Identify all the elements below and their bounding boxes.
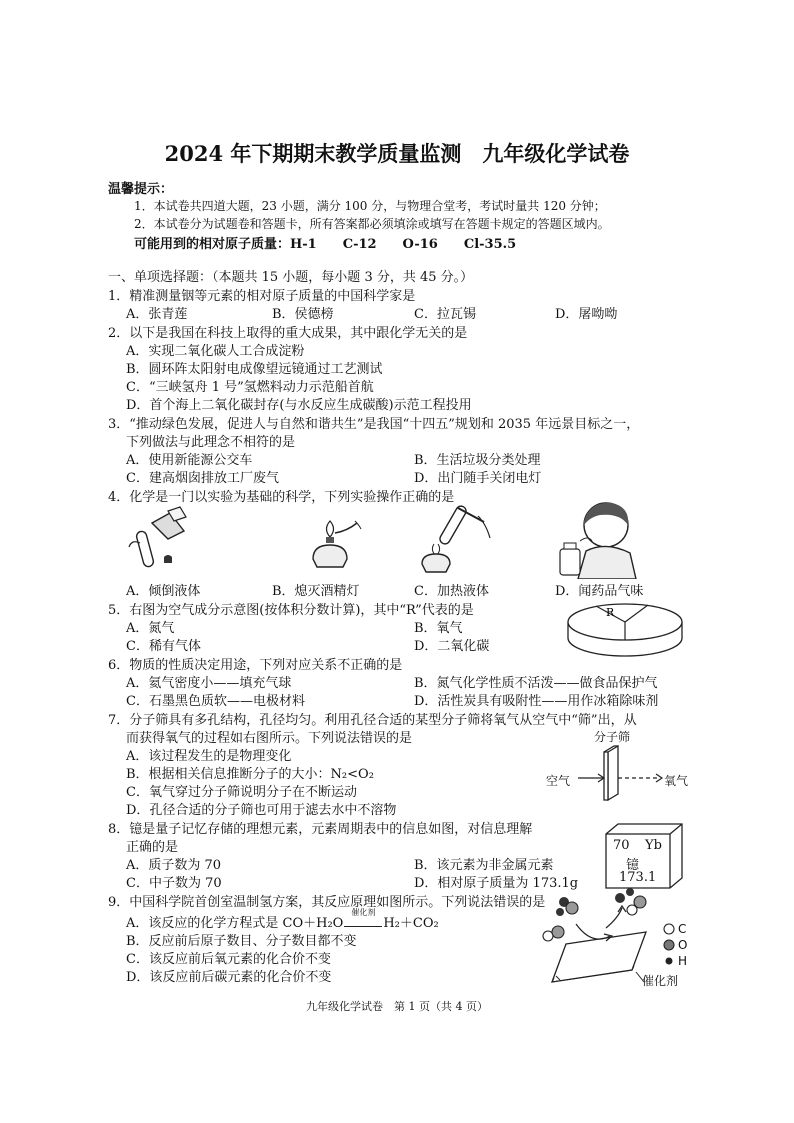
q9-option-a [126, 908, 439, 931]
element-name: 镱 [626, 858, 640, 873]
catalyst-condition: 催化剂 [351, 908, 376, 917]
q3-option-d: D．出门随手关闭电灯 [414, 471, 542, 486]
q3-stem-line-2: 下列做法与此理念不相符的是 [126, 435, 296, 450]
q1-option-d: D．屠呦呦 [555, 307, 618, 322]
legend-oxygen: O [678, 938, 688, 952]
page-title: 2024 年下期期末教学质量监测 九年级化学试卷 [164, 141, 630, 166]
q2-option-b: B．圆环阵太阳射电成像望远镜通过工艺测试 [126, 362, 383, 377]
q3-stem-line-1: 3．“推动绿色发展，促进人与自然和谐共生”是我国“十四五”规划和 2035 年远景目标之一， [108, 417, 640, 432]
q7-option-d: D．孔径合适的分子筛也可用于滤去水中不溶物 [126, 803, 397, 818]
q6-option-a: A．氦气密度小——填充气球 [126, 676, 292, 691]
oxygen-label: 氧气 [664, 774, 689, 788]
q5-option-d: D．二氧化碳 [414, 639, 490, 654]
q3-option-a: A．使用新能源公交车 [126, 453, 253, 468]
q4-option-d: D．闻药品气味 [555, 584, 644, 599]
q7-option-a: A．该过程发生的是物理变化 [126, 749, 292, 764]
q6-option-d: D．活性炭具有吸附性——用作冰箱除味剂 [414, 694, 659, 709]
smelling-chemicals-figure [556, 495, 648, 579]
q3-option-c: C．建高烟囱排放工厂废气 [126, 471, 279, 486]
heating-liquid-figure [414, 498, 494, 576]
q9-stem: 9．中国科学院首创室温制氢方案，其反应原理如图所示。下列说法错误的是 [108, 895, 546, 910]
tip-line-1: 1．本试卷共四道大题，23 小题，满分 100 分，与物理合堂考，考试时量共 120 分钟； [134, 199, 606, 213]
element-mass: 173.1 [619, 870, 657, 885]
legend-hydrogen: H [678, 954, 688, 968]
q7-option-c: C．氧气穿过分子筛说明分子在不断运动 [126, 785, 357, 800]
q8-stem-line-1: 8．镱是量子记忆存储的理想元素，元素周期表中的信息如图，对信息理解 [108, 822, 533, 837]
legend-carbon: C [678, 922, 687, 936]
q2-option-a: A．实现二氧化碳人工合成淀粉 [126, 344, 305, 359]
atom-legend-symbols [662, 922, 676, 968]
sieve-label: 分子筛 [594, 730, 631, 744]
q6-option-b: B．氮气化学性质不活泼——做食品保护气 [414, 676, 658, 691]
q8-option-c: C．中子数为 70 [126, 876, 222, 891]
q5-option-b: B．氧气 [414, 621, 463, 636]
tips-heading: 温馨提示： [108, 182, 174, 197]
q1-option-c: C．拉瓦锡 [414, 307, 476, 322]
molecular-sieve-figure [576, 744, 666, 804]
q4-option-c: C．加热液体 [414, 584, 489, 599]
q9-option-b: B．反应前后原子数目、分子数目都不变 [126, 934, 357, 949]
atomic-mass-line: 可能用到的相对原子质量：H-1 C-12 O-16 Cl-35.5 [134, 237, 517, 252]
tip-line-2: 2．本试卷分为试题卷和答题卡，所有答案都必须填涂或填写在答题卡规定的答题区域内。 [134, 217, 610, 231]
q7-stem-line-2: 而获得氧气的过程如右图所示。下列说法错误的是 [126, 731, 413, 746]
air-label: 空气 [546, 774, 571, 788]
q2-option-c: C．“三峡氢舟 1 号”氢燃料动力示范船首航 [126, 380, 374, 395]
q4-stem: 4．化学是一门以实验为基础的科学，下列实验操作正确的是 [108, 490, 455, 505]
q9-option-c: C．该反应前后氧元素的化合价不变 [126, 952, 331, 967]
pouring-liquid-figure [124, 503, 204, 575]
q3-option-b: B．生活垃圾分类处理 [414, 453, 541, 468]
pie-label-r: R [606, 606, 615, 619]
q4-option-b: B．熄灭酒精灯 [272, 584, 360, 599]
q6-stem: 6．物质的性质决定用途，下列对应关系不正确的是 [108, 658, 403, 673]
air-composition-pie [562, 600, 688, 664]
q8-option-d: D．相对原子质量为 173.1g [414, 876, 579, 891]
page-footer: 九年级化学试卷 第 1 页（共 4 页） [306, 1000, 488, 1013]
q6-option-c: C．石墨黑色质软——电极材料 [126, 694, 305, 709]
q1-option-b: B．侯德榜 [272, 307, 334, 322]
q2-stem: 2．以下是我国在科技上取得的重大成果，其中跟化学无关的是 [108, 326, 468, 341]
q4-option-a: A．倾倒液体 [126, 584, 201, 599]
element-number: 70 [613, 838, 630, 853]
q8-option-b: B．该元素为非金属元素 [414, 858, 554, 873]
q8-stem-line-2: 正确的是 [126, 840, 179, 855]
q7-stem-line-1: 7．分子筛具有多孔结构，孔径均匀。利用孔径合适的某型分子筛将氧气从空气中“筛”出，从 [108, 713, 637, 728]
section-heading: 一、单项选择题：（本题共 15 小题，每小题 3 分，共 45 分。） [108, 270, 474, 285]
q1-option-a: A．张青莲 [126, 307, 188, 322]
q5-stem: 5．右图为空气成分示意图(按体积分数计算)，其中“R”代表的是 [108, 603, 474, 618]
q2-option-d: D．首个海上二氧化碳封存(与水反应生成碳酸)示范工程投用 [126, 398, 472, 413]
alcohol-lamp-figure [295, 503, 365, 575]
q9-option-a-text: A．该反应的化学方程式是 CO＋H₂O [126, 916, 344, 931]
element-symbol: Yb [645, 838, 662, 853]
q1-stem: 1．精准测量铟等元素的相对原子质量的中国科学家是 [108, 289, 416, 304]
q9-option-d: D．该反应前后碳元素的化合价不变 [126, 970, 332, 985]
q5-option-a: A．氮气 [126, 621, 175, 636]
q7-option-b: B．根据相关信息推断分子的大小：N₂<O₂ [126, 767, 374, 782]
catalyst-label: 催化剂 [642, 974, 679, 988]
q5-option-c: C．稀有气体 [126, 639, 201, 654]
q9-option-a-products: H₂＋CO₂ [383, 916, 439, 931]
q8-option-a: A．质子数为 70 [126, 858, 222, 873]
